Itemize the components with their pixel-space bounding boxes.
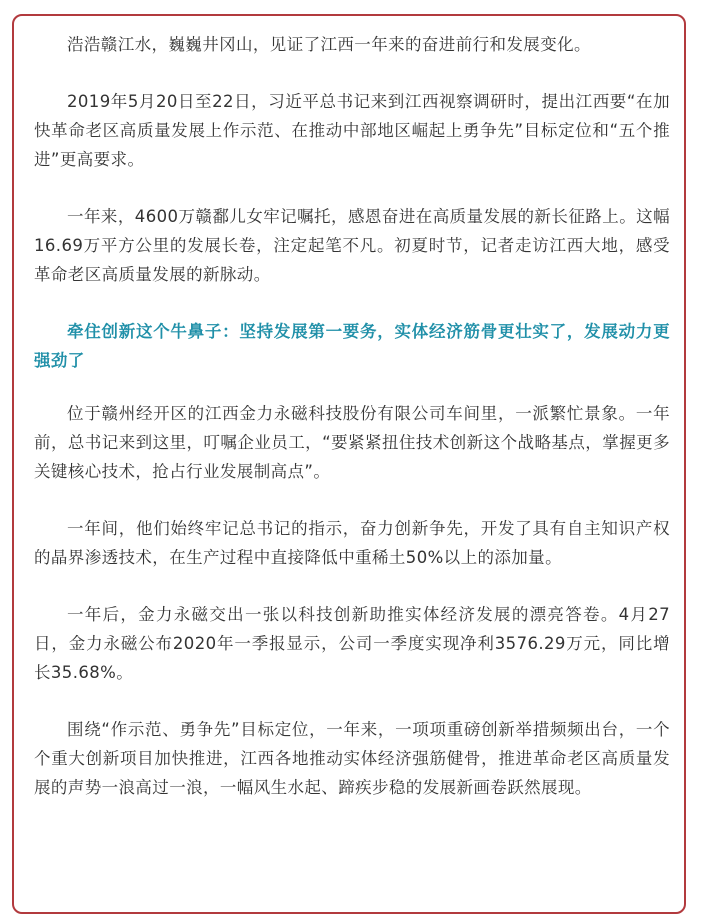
paragraph-visit: 2019年5月20日至22日，习近平总书记来到江西视察调研时，提出江西要“在加快革命老区高质量发展上作示范、在推动中部地区崛起上勇争先”目标定位和“五个推进”更高要求。: [34, 92, 670, 169]
paragraph-summary: 围绕“作示范、勇争先”目标定位，一年来，一项项重磅创新举措频频出台，一个个重大创新项目加快推进，江西各地推动实体经济强筋健骨，推进革命老区高质量发展的声势一浪高过一浪，一幅风生水起、蹄疾步稳的发展新画卷跃然展现。: [34, 720, 670, 797]
paragraph-one-year: 一年来，4600万赣鄱儿女牢记嘱托，感恩奋进在高质量发展的新长征路上。这幅16.69万平方公里的发展长卷，注定起笔不凡。初夏时节，记者走访江西大地，感受革命老区高质量发展的新脉动。: [34, 207, 670, 284]
paragraph-intro: 浩浩赣江水，巍巍井冈山，见证了江西一年来的奋进前行和发展变化。: [67, 35, 591, 54]
paragraph-results: 一年后，金力永磁交出一张以科技创新助推实体经济发展的漂亮答卷。4月27日，金力永磁公布2020年一季报显示，公司一季度实现净利3576.29万元，同比增长35.68%。: [34, 605, 670, 682]
paragraph-innovation: 一年间，他们始终牢记总书记的指示，奋力创新争先，开发了具有自主知识产权的晶界渗透技术，在生产过程中直接降低中重稀土50%以上的添加量。: [34, 519, 670, 567]
section-heading: 牵住创新这个牛鼻子：坚持发展第一要务，实体经济筋骨更壮实了，发展动力更强劲了: [34, 322, 670, 370]
paragraph-company: 位于赣州经开区的江西金力永磁科技股份有限公司车间里，一派繁忙景象。一年前，总书记来到这里，叮嘱企业员工，“要紧紧扭住技术创新这个战略基点，掌握更多关键核心技术，抢占行业发展制高点”。: [34, 404, 670, 481]
article-body: [34, 30, 670, 830]
